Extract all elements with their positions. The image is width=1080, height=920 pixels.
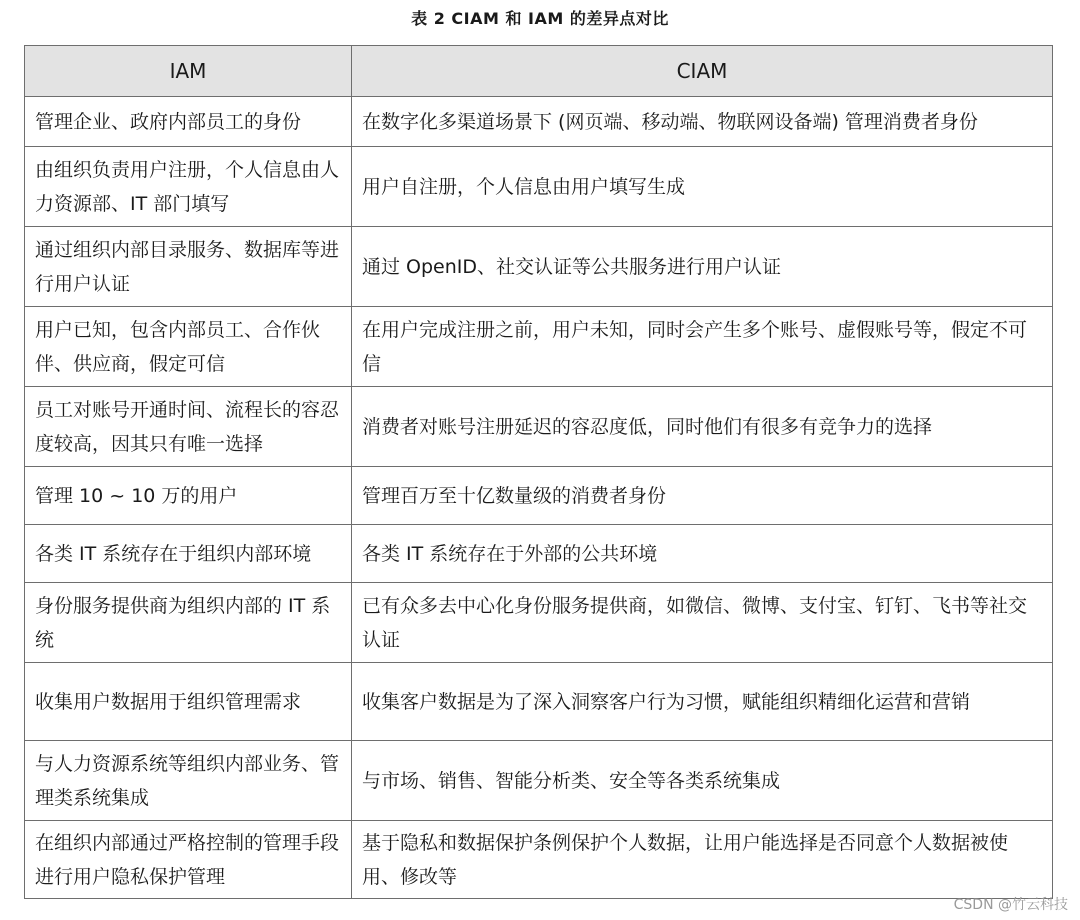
table-caption: 表 2 CIAM 和 IAM 的差异点对比 <box>411 9 669 28</box>
table-row <box>25 227 1053 307</box>
ciam-cell: 基于隐私和数据保护条例保护个人数据，让用户能选择是否同意个人数据被使用、修改等 <box>352 821 1053 899</box>
table-row <box>25 663 1053 741</box>
ciam-cell: 消费者对账号注册延迟的容忍度低，同时他们有很多有竞争力的选择 <box>352 387 1053 467</box>
table-row <box>25 467 1053 525</box>
iam-cell: 通过组织内部目录服务、数据库等进行用户认证 <box>25 227 352 307</box>
table-row <box>25 821 1053 899</box>
comparison-table <box>24 45 1053 899</box>
table-row <box>25 97 1053 147</box>
table-row <box>25 307 1053 387</box>
iam-cell: 在组织内部通过严格控制的管理手段进行用户隐私保护管理 <box>25 821 352 899</box>
iam-cell: 身份服务提供商为组织内部的 IT 系统 <box>25 583 352 663</box>
watermark: CSDN @竹云科技 <box>953 897 1068 913</box>
ciam-cell: 已有众多去中心化身份服务提供商，如微信、微博、支付宝、钉钉、飞书等社交认证 <box>352 583 1053 663</box>
iam-cell: 各类 IT 系统存在于组织内部环境 <box>25 525 352 583</box>
ciam-cell: 在用户完成注册之前，用户未知，同时会产生多个账号、虚假账号等，假定不可信 <box>352 307 1053 387</box>
table-row <box>25 741 1053 821</box>
ciam-cell: 用户自注册，个人信息由用户填写生成 <box>352 147 1053 227</box>
ciam-cell: 在数字化多渠道场景下 (网页端、移动端、物联网设备端) 管理消费者身份 <box>352 97 1053 147</box>
table-row <box>25 147 1053 227</box>
ciam-cell: 各类 IT 系统存在于外部的公共环境 <box>352 525 1053 583</box>
iam-cell: 管理 10 ~ 10 万的用户 <box>25 467 352 525</box>
ciam-cell: 与市场、销售、智能分析类、安全等各类系统集成 <box>352 741 1053 821</box>
ciam-cell: 通过 OpenID、社交认证等公共服务进行用户认证 <box>352 227 1053 307</box>
header-row <box>25 46 1053 97</box>
table-row <box>25 525 1053 583</box>
iam-cell: 用户已知，包含内部员工、合作伙伴、供应商，假定可信 <box>25 307 352 387</box>
header-iam: IAM <box>25 46 352 97</box>
iam-cell: 管理企业、政府内部员工的身份 <box>25 97 352 147</box>
ciam-cell: 收集客户数据是为了深入洞察客户行为习惯，赋能组织精细化运营和营销 <box>352 663 1053 741</box>
ciam-cell: 管理百万至十亿数量级的消费者身份 <box>352 467 1053 525</box>
table-row <box>25 583 1053 663</box>
iam-cell: 收集用户数据用于组织管理需求 <box>25 663 352 741</box>
table-row <box>25 387 1053 467</box>
iam-cell: 员工对账号开通时间、流程长的容忍度较高，因其只有唯一选择 <box>25 387 352 467</box>
iam-cell: 由组织负责用户注册，个人信息由人力资源部、IT 部门填写 <box>25 147 352 227</box>
header-ciam: CIAM <box>352 46 1053 97</box>
iam-cell: 与人力资源系统等组织内部业务、管理类系统集成 <box>25 741 352 821</box>
